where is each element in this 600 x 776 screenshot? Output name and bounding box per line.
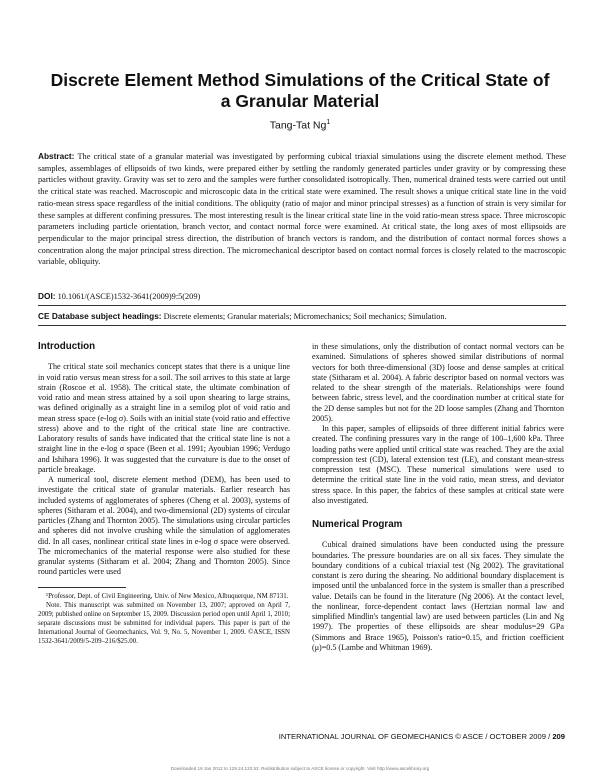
author xyxy=(0,119,600,132)
abstract-text: The critical state of a granular material was investigated by performing cubical triaxial simulations using the discrete element method. These samples, assemblages of ellipsoids of two kinds, were prepared either by settling the randomly generated particles under gravity or by compressing these particles without gravity. Gravity was set to zero and the samples were further consolidated isotropically. Then, numerical drained tests were carried out until the critical state was reached. Macroscopic and microscopic data in the critical state were examined. The result shows a unique critical state line in the void ratio-mean stress space regardless of the initial conditions. The obliquity (ratio of major and minor principal stresses) as a function of strain is very similar for these samples at different confining pressures. The most interesting result is the linear critical state line in the void ratio-mean stress space. Three microscopic parameters including particle orientation, branch vector, and contact normal force were examined. At critical state, the long axes of most ellipsoids are perpendicular to the major principal stress direction, the distribution of branch vectors is random, and the distribution of contact normal forces shows a concentration along the major principal stress direction. The micromechanical descriptor based on contact normal forces is closely related to the macroscopic variable, obliquity. xyxy=(38,152,566,267)
doi-label: DOI: xyxy=(38,291,56,301)
paper-title xyxy=(20,70,580,112)
footnote-affiliation: ¹Professor, Dept. of Civil Engineering, Univ. of New Mexico, Albuquerque, NM 87131. xyxy=(46,592,289,600)
page-number: 209 xyxy=(552,732,565,741)
divider-bottom xyxy=(38,325,566,326)
footnote-divider xyxy=(38,587,126,588)
page-footer xyxy=(279,732,565,741)
author-name: Tang-Tat Ng xyxy=(269,119,327,132)
subject-headings xyxy=(38,311,566,321)
download-note: Downloaded 19 Jan 2012 to 129.24.123.53. Redistribution subject to ASCE license or copyright. Visit http://www.ascelibrary.org xyxy=(170,766,430,771)
doi xyxy=(38,291,200,301)
footnote-manuscript-note: Note. This manuscript was submitted on November 13, 2007; approved on April 7, 2009; published online on September 15, 2009. Discussion period open until April 1, 2010; separate discussions must be submitted for individual papers. This paper is part of the International Journal of Geomechanics, Vol. 9, No. 5, November 1, 2009. ©ASCE, ISSN 1532-3641/2009/5-209–216/$25.00. xyxy=(38,601,290,645)
abstract-label: Abstract: xyxy=(38,151,75,161)
left-column xyxy=(38,342,290,646)
journal-footer: INTERNATIONAL JOURNAL OF GEOMECHANICS © ASCE / OCTOBER 2009 / xyxy=(278,732,551,741)
author-affiliation-marker: 1 xyxy=(326,119,331,126)
footnotes xyxy=(38,592,290,646)
subject-headings-label: CE Database subject headings: xyxy=(38,311,162,321)
divider-top xyxy=(38,305,566,306)
title-line-1: Discrete Element Method Simulations of the Critical State of xyxy=(50,70,550,90)
introduction-paragraph-1: The critical state soil mechanics concept states that there is a unique line in void ratio versus mean stress for a soil. The soil arrives to this state at large strain (Roscoe et al. 1958). The critical state, the ultimate combination of void ratio and mean stress attained by a soil upon shearing to large strains, was defined originally as a straight line in a semilog plot of void ratio and mean stress space (e-log σ). Soils with an initial state (void ratio and effective stress) above and to the right of the critical state line are contractive. Laboratory results of sands have indicated that the critical state line is not a straight line in the e-log σ space (Been et al. 1991; Ayoubian 1996; Verdugo and Ishihara 1996). It was suggested that the curvature is due to the onset of particle breakage. xyxy=(38,362,290,474)
numerical-program-heading: Numerical Program xyxy=(312,519,403,530)
introduction-paragraph-4: In this paper, samples of ellipsoids of three different initial fabrics were created. The confining pressures vary in the range of 100–1,600 kPa. Three loading paths were applied until critical state was reached. They are the axial compression test (CD), lateral extension test (LE), and constant mean-stress compression test (MSC). These numerical simulations were used to determine the critical state line in the void ratio, mean stress, and deviator stress space. In this paper, the fabrics of these samples at critical state were also investigated. xyxy=(312,424,564,505)
title-line-2: a Granular Material xyxy=(220,91,380,111)
introduction-paragraph-3: in these simulations, only the distribution of contact normal vectors can be examined. Simulations of spheres showed similar distributions of normal vectors for both three-dimensional (3D) loose and dense samples at critical state (Sitharam et al. 2004). A fabric descriptor based on normal vectors was related to the shear strength of the materials. Relationships were found between fabric, stress level, and the coordination number at critical state for the 2D dense samples but not for the 2D loose samples (Zhang and Thornton 2005). xyxy=(312,342,564,423)
right-column xyxy=(312,342,564,653)
numerical-program-paragraph: Cubical drained simulations have been conducted using the pressure boundaries. The pressure boundaries are on all six faces. They simulate the boundary conditions of a cubical triaxial test (Ng 2002). The gravitational constant is zero during the shearing. No additional boundary displacement is imposed until the unbalanced force in the system is smaller than a prescribed value. Details can be found in the literature (Ng 2006). At the contact level, the nonlinear, force-dependent contact laws (Hertzian normal law and simplified Mindlin's tangential law) are used between particles (Lin and Ng 1997). The properties of these ellipsoids are shear modulus=29 GPa (Simmons and Brace 1965), Poisson's ratio=0.15, and friction coefficient (μ)=0.5 (Lambe and Whitman 1969). xyxy=(312,540,564,652)
abstract xyxy=(38,151,566,268)
subject-headings-value: Discrete elements; Granular materials; Micromechanics; Soil mechanics; Simulation. xyxy=(163,312,447,321)
introduction-paragraph-2: A numerical tool, discrete element method (DEM), has been used to investigate the critical state of granular materials. Earlier research has included systems of agglomerates of spheres (Cheng et al. 2003), systems of spheres (Sitharam et al. 2004), and two-dimensional (2D) systems of circular particles (Zhang and Thornton 2005). The simulations using circular particles and spheres did not involve crushing while the simulation of agglomerates did. In all cases, nonlinear critical state lines in e-log σ space were observed. The micromechanics of the material response were also studied for these granular systems (Sitharam et al. 2004; Zhang and Thornton 2005). Since round particles were used xyxy=(38,475,290,577)
doi-value[interactable]: 10.1061/(ASCE)1532-3641(2009)9:5(209) xyxy=(57,292,201,301)
introduction-heading: Introduction xyxy=(38,341,96,352)
